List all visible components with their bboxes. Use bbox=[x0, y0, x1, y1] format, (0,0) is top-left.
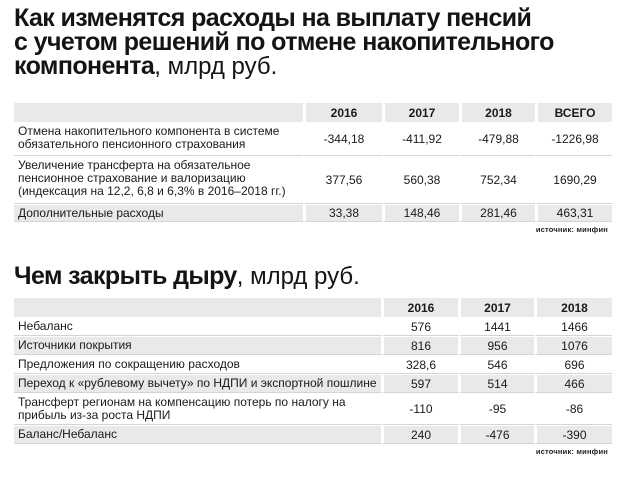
table1-source: источник: минфин bbox=[535, 225, 608, 234]
cell-value: -110 bbox=[381, 393, 458, 425]
cell-value: 576 bbox=[381, 317, 458, 336]
cell-value: -344,18 bbox=[303, 122, 382, 156]
pension-expenses-table bbox=[14, 103, 612, 222]
row-label: Увеличение трансферта на обязательное пенсионное страхование и валоризацию (индексация на 12,2, 6,8 и 6,3% в 2016–2018 гг.) bbox=[14, 156, 303, 204]
column-header: 2016 bbox=[381, 298, 458, 317]
table-row bbox=[14, 156, 612, 204]
cell-value: 463,31 bbox=[535, 204, 612, 222]
cell-value: 1690,29 bbox=[535, 156, 612, 204]
column-header: 2016 bbox=[303, 103, 382, 122]
table-row bbox=[14, 393, 612, 425]
table1-title bbox=[14, 6, 612, 79]
row-label: Предложения по сокращению расходов bbox=[14, 355, 381, 374]
cell-value: -479,88 bbox=[459, 122, 535, 156]
budget-gap-block bbox=[14, 264, 612, 456]
table1-title-line1: Как изменятся расходы на выплату пенсий bbox=[14, 4, 532, 32]
column-header: ВСЕГО bbox=[535, 103, 612, 122]
cell-value: 752,34 bbox=[459, 156, 535, 204]
table-row bbox=[14, 425, 612, 444]
row-label: Переход к «рублевому вычету» по НДПИ и экспортной пошлине bbox=[14, 374, 381, 393]
table1-title-unit: , млрд руб. bbox=[154, 53, 278, 80]
table2-source: источник: минфин bbox=[535, 447, 608, 456]
table-row bbox=[14, 336, 612, 355]
table2-title bbox=[14, 264, 612, 289]
cell-value: 546 bbox=[458, 355, 534, 374]
cell-value: 281,46 bbox=[459, 204, 535, 222]
cell-value: -411,92 bbox=[382, 122, 459, 156]
cell-value: 377,56 bbox=[303, 156, 382, 204]
row-label: Дополнительные расходы bbox=[14, 204, 303, 222]
column-header: 2018 bbox=[534, 298, 612, 317]
table1-title-line3 bbox=[14, 54, 612, 79]
row-label: Баланс/Небаланс bbox=[14, 425, 381, 444]
table-header-row bbox=[14, 103, 612, 122]
cell-value: -476 bbox=[458, 425, 534, 444]
cell-value: 816 bbox=[381, 336, 458, 355]
cell-value: 1441 bbox=[458, 317, 534, 336]
cell-value: 466 bbox=[534, 374, 612, 393]
column-header: 2017 bbox=[458, 298, 534, 317]
table-row bbox=[14, 317, 612, 336]
row-label: Небаланс bbox=[14, 317, 381, 336]
cell-value: 560,38 bbox=[382, 156, 459, 204]
table1-title-line2: с учетом решений по отмене накопительного bbox=[14, 28, 554, 56]
table2-title-bold: Чем закрыть дыру bbox=[14, 262, 237, 290]
table2-title-line bbox=[14, 264, 612, 289]
table2-title-unit: , млрд руб. bbox=[236, 263, 360, 290]
cell-value: 1466 bbox=[534, 317, 612, 336]
cell-value: 956 bbox=[458, 336, 534, 355]
cell-value: 514 bbox=[458, 374, 534, 393]
table-row bbox=[14, 374, 612, 393]
cell-value: -95 bbox=[458, 393, 534, 425]
table1-title-bold: компонента bbox=[14, 52, 155, 80]
cell-value: 696 bbox=[534, 355, 612, 374]
pension-expenses-block bbox=[14, 6, 612, 234]
cell-value: -86 bbox=[534, 393, 612, 425]
budget-gap-table bbox=[14, 298, 612, 444]
table-row bbox=[14, 204, 612, 222]
cell-value: 240 bbox=[381, 425, 458, 444]
cell-value: 1076 bbox=[534, 336, 612, 355]
header-label-cell bbox=[14, 103, 303, 122]
cell-value: 148,46 bbox=[382, 204, 459, 222]
table-row bbox=[14, 355, 612, 374]
cell-value: -1226,98 bbox=[535, 122, 612, 156]
table-row bbox=[14, 122, 612, 156]
cell-value: 328,6 bbox=[381, 355, 458, 374]
table-header-row bbox=[14, 298, 612, 317]
row-label: Отмена накопительного компонента в системе обязательного пенсионного страхования bbox=[14, 122, 303, 156]
cell-value: -390 bbox=[534, 425, 612, 444]
cell-value: 33,38 bbox=[303, 204, 382, 222]
cell-value: 597 bbox=[381, 374, 458, 393]
row-label: Трансферт регионам на компенсацию потерь по налогу на прибыль из-за роста НДПИ bbox=[14, 393, 381, 425]
row-label: Источники покрытия bbox=[14, 336, 381, 355]
column-header: 2018 bbox=[459, 103, 535, 122]
header-label-cell bbox=[14, 298, 381, 317]
column-header: 2017 bbox=[382, 103, 459, 122]
